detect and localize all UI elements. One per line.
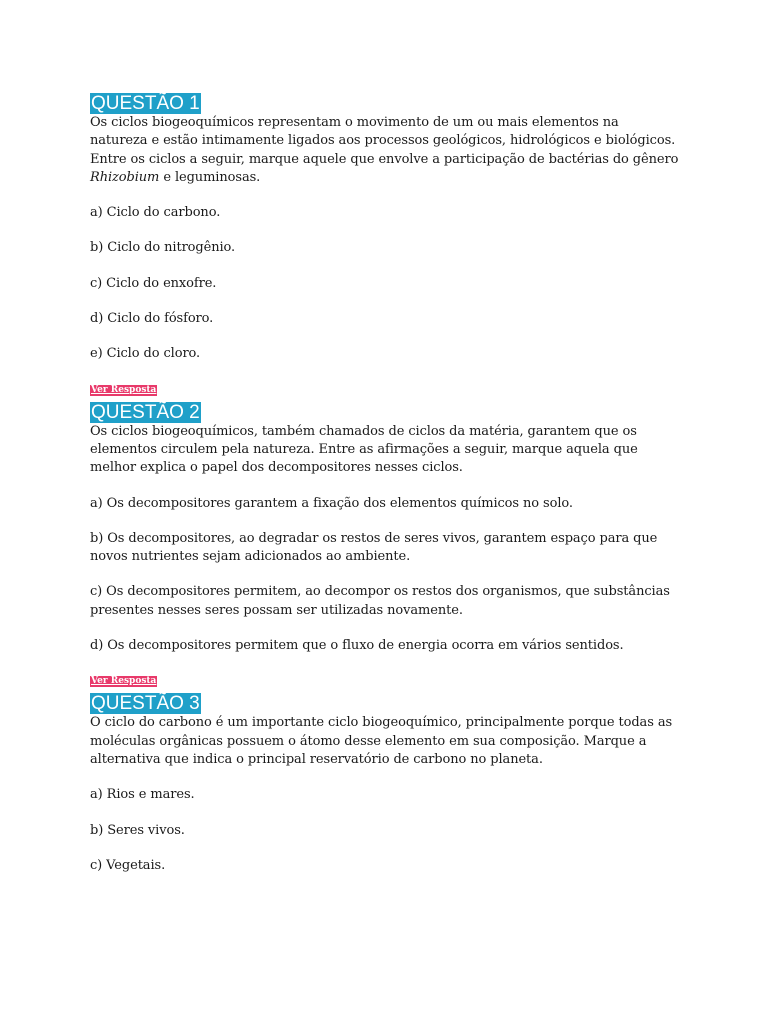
option-c: c) Ciclo do enxofre. <box>90 275 217 291</box>
document-page <box>90 93 680 875</box>
option-d: d) Os decompositores permitem que o fluxo de energia ocorra em vários sentidos. <box>90 638 624 654</box>
question-text: Os ciclos biogeoquímicos, também chamados de ciclos da matéria, garantem que os elementos circulem pela natureza. Entre as afirmações a seguir, marque aquela que melhor explica o papel dos decompositores nesses ciclos. <box>90 423 638 476</box>
option-c: c) Vegetais. <box>90 857 166 873</box>
option-d: d) Ciclo do fósforo. <box>90 311 214 327</box>
option-a: a) Os decompositores garantem a fixação dos elementos químicos no solo. <box>90 495 573 511</box>
option-b: b) Ciclo do nitrogênio. <box>90 240 236 256</box>
option-a: a) Rios e mares. <box>90 787 195 803</box>
option-c: c) Os decompositores permitem, ao decompor os restos dos organismos, que substâncias presentes nesses seres possam ser utilizadas novamente. <box>90 584 670 618</box>
question-2 <box>90 402 680 688</box>
question-heading: QUESTÃO 2 <box>91 401 200 423</box>
question-3 <box>90 693 680 875</box>
option-b: b) Seres vivos. <box>90 822 185 838</box>
option-a: a) Ciclo do carbono. <box>90 205 221 221</box>
question-heading: QUESTÃO 1 <box>91 93 200 114</box>
question-text: Os ciclos biogeoquímicos representam o movimento de um ou mais elementos na natureza e estão intimamente ligados aos processos geológicos, hidrológicos e biológicos. Entre os ciclos a seguir, marque aquele que envolve a participação de bactérias do gênero Rhizobium e leguminosas. <box>90 115 679 185</box>
option-b: b) Os decompositores, ao degradar os restos de seres vivos, garantem espaço para que novos nutrientes sejam adicionados ao ambiente. <box>90 530 658 565</box>
question-text: O ciclo do carbono é um importante ciclo biogeoquímico, principalmente porque todas as moléculas orgânicas possuem o átomo desse elemento em sua composição. Marque a alternativa que indica o principal reservatório de carbono no planeta. <box>90 715 673 767</box>
option-e: e) Ciclo do cloro. <box>90 346 201 362</box>
ver-resposta-link[interactable]: Ver Resposta <box>91 676 157 687</box>
question-heading: QUESTÃO 3 <box>91 693 200 715</box>
question-1 <box>90 93 680 396</box>
ver-resposta-link[interactable]: Ver Resposta <box>91 384 157 395</box>
